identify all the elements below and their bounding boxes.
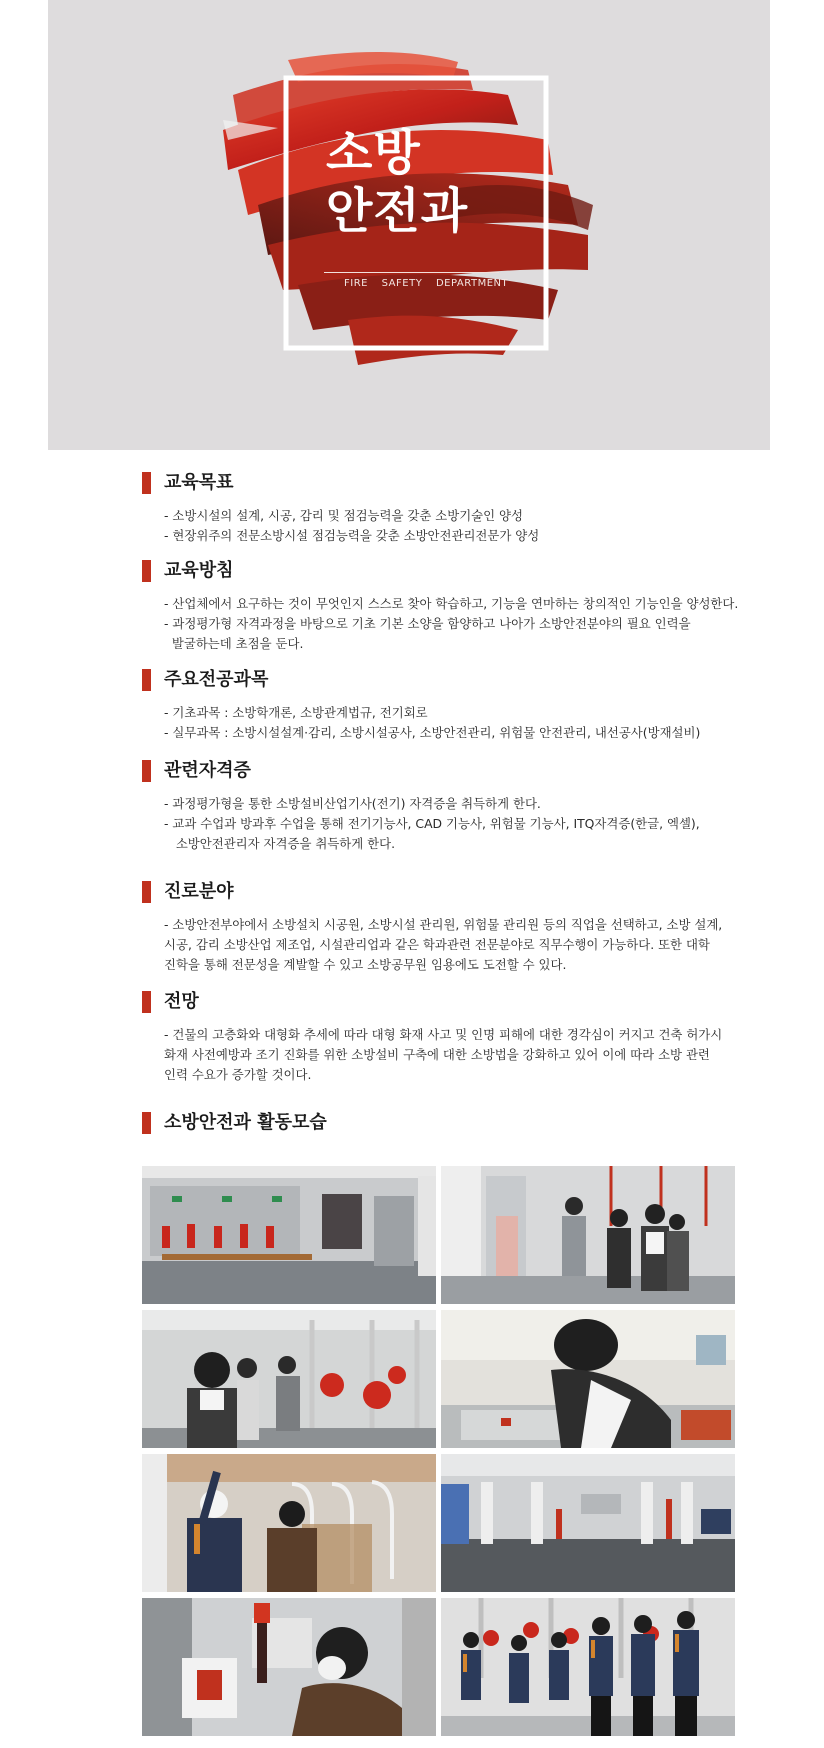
section-marker [142, 881, 151, 903]
section-title: 전망 [164, 991, 199, 1012]
section-line: - 소방안전부야에서 소방설치 시공원, 소방시설 관리원, 위험물 관리원 등의 직업을 선택하고, 소방 설계, [164, 917, 723, 932]
activity-photo [142, 1454, 436, 1592]
section-line: 발굴하는데 초점을 둔다. [164, 636, 304, 651]
section-certificates [142, 758, 742, 854]
activity-photo [142, 1598, 436, 1736]
section-line: 인력 수요가 증가할 것이다. [164, 1067, 312, 1082]
section-title: 진로분야 [164, 881, 234, 902]
hero-banner [48, 0, 770, 450]
activity-photo [441, 1454, 735, 1592]
section-title: 교육목표 [164, 472, 234, 493]
section-line: 시공, 감리 소방산업 제조업, 시설관리업과 같은 학과관련 전문분야로 직무수행이 가능하다. 또한 대학 [164, 937, 710, 952]
section-line: - 현장위주의 전문소방시설 점검능력을 갖춘 소방안전관리전문가 양성 [164, 528, 540, 543]
section-line: - 건물의 고층화와 대형화 추세에 따라 대형 화재 사고 및 인명 피해에 대한 경각심이 커지고 건축 허가시 [164, 1027, 723, 1042]
section-line: - 기초과목 : 소방학개론, 소방관계법규, 전기회로 [164, 705, 428, 720]
section-line: 화재 사전예방과 조기 진화를 위한 소방설비 구축에 대한 소방법을 강화하고 있어 이에 따라 소방 관련 [164, 1047, 710, 1062]
section-marker [142, 669, 151, 691]
section-education-policy [142, 558, 742, 654]
section-activities [142, 1110, 742, 1136]
section-title: 교육방침 [164, 560, 234, 581]
section-marker [142, 991, 151, 1013]
activity-photo-gallery [142, 1166, 735, 1739]
activity-photo [441, 1598, 735, 1736]
section-marker [142, 1112, 151, 1134]
section-title: 소방안전과 활동모습 [164, 1112, 327, 1133]
hero-subtitle: FIRE SAFETY DEPARTMENT [344, 278, 509, 289]
section-marker [142, 472, 151, 494]
section-marker [142, 560, 151, 582]
section-line: - 소방시설의 설계, 시공, 감리 및 점검능력을 갖춘 소방기술인 양성 [164, 508, 523, 523]
activity-photo [441, 1310, 735, 1448]
section-line: - 과정평가형을 통한 소방설비산업기사(전기) 자격증을 취득하게 한다. [164, 796, 541, 811]
section-major-subjects [142, 667, 742, 743]
section-line: 진학을 통해 전문성을 계발할 수 있고 소방공무원 임용에도 도전할 수 있다. [164, 957, 567, 972]
section-outlook [142, 989, 742, 1085]
section-career [142, 879, 742, 975]
section-education-goal [142, 470, 742, 546]
activity-photo [142, 1166, 436, 1304]
hero-title: 소방 안전과 [326, 125, 469, 239]
section-line: - 산업체에서 요구하는 것이 무엇인지 스스로 찾아 학습하고, 기능을 연마하는 창의적인 기능인을 양성한다. [164, 596, 739, 611]
section-line: - 과정평가형 자격과정을 바탕으로 기초 기본 소양을 함양하고 나아가 소방안전분야의 필요 인력을 [164, 616, 691, 631]
section-marker [142, 760, 151, 782]
section-title: 관련자격증 [164, 760, 251, 781]
section-line: - 교과 수업과 방과후 수업을 통해 전기기능사, CAD 기능사, 위험물 기능사, ITQ자격증(한글, 엑셀), [164, 816, 700, 831]
hero-divider [324, 272, 499, 273]
activity-photo [441, 1166, 735, 1304]
section-title: 주요전공과목 [164, 669, 269, 690]
section-line: 소방안전관리자 자격증을 취득하게 한다. [164, 836, 396, 851]
activity-photo [142, 1310, 436, 1448]
section-line: - 실무과목 : 소방시설설계·감리, 소방시설공사, 소방안전관리, 위험물 안전관리, 내선공사(방재설비) [164, 725, 701, 740]
